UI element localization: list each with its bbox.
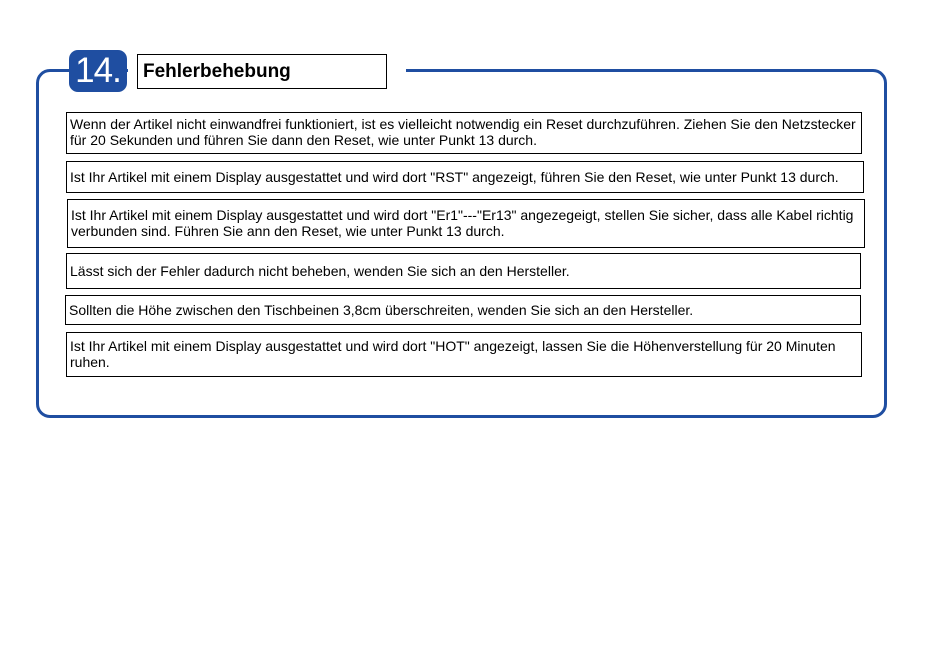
section-title: Fehlerbehebung [137,54,387,89]
section-number-badge: 14. [69,50,127,92]
paragraph-height: Sollten die Höhe zwischen den Tischbeinen 3,8cm überschreiten, wenden Sie sich an den Hersteller. [65,295,861,325]
paragraph-reset-info: Wenn der Artikel nicht einwandfrei funktioniert, ist es vielleicht notwendig ein Reset durchzuführen. Ziehen Sie den Netzstecker für 20 Sekunden und führen Sie dann den Reset, wie unter Punkt 13 durch. [66,112,862,154]
paragraph-contact-manufacturer: Lässt sich der Fehler dadurch nicht beheben, wenden Sie sich an den Hersteller. [66,253,861,289]
paragraph-hot: Ist Ihr Artikel mit einem Display ausgestattet und wird dort "HOT" angezeigt, lassen Sie die Höhenverstellung für 20 Minuten ruhen. [66,332,862,377]
paragraph-rst: Ist Ihr Artikel mit einem Display ausgestattet und wird dort "RST" angezeigt, führen Sie den Reset, wie unter Punkt 13 durch. [66,161,864,193]
paragraph-error-codes: Ist Ihr Artikel mit einem Display ausgestattet und wird dort "Er1"---"Er13" angezegeigt, stellen Sie sicher, dass alle Kabel richtig verbunden sind. Führen Sie ann den Reset, wie unter Punkt 13 durch. [67,199,865,248]
